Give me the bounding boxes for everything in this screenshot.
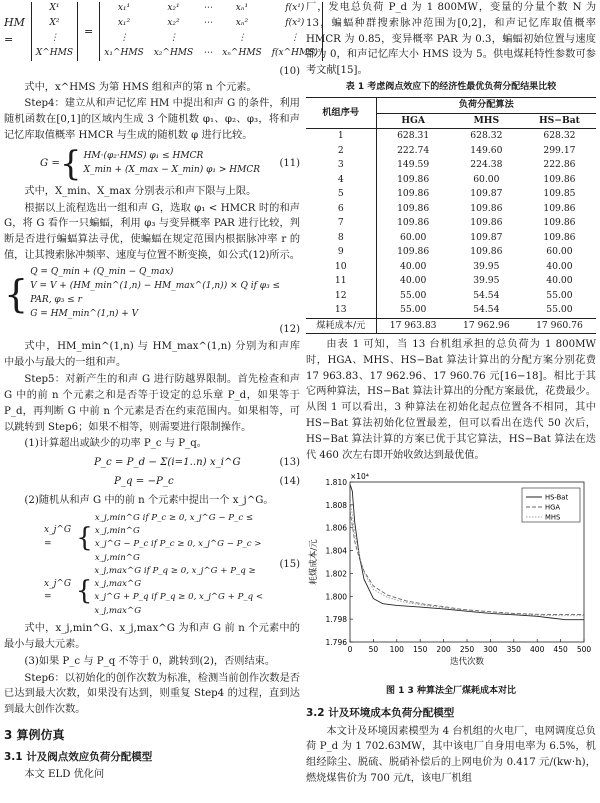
paragraph: 式中，X_min、X_max 分别表示和声下限与上限。 xyxy=(24,185,257,197)
table-cell: 149.60 xyxy=(470,144,503,156)
hm-vector-entry: ⋮ xyxy=(49,32,59,43)
y-tick-label: 1.810 xyxy=(325,477,347,487)
table-cell: 60.00 xyxy=(546,246,573,257)
table-cell: 8 xyxy=(306,231,376,246)
table-row xyxy=(306,202,596,217)
table-cell: 40.00 xyxy=(400,275,427,286)
y-tick-label: 1.800 xyxy=(325,591,347,601)
table-total-cell: 17 960.76 xyxy=(536,319,583,331)
x-tick-label: 100 xyxy=(389,644,404,654)
table-cell: 109.86 xyxy=(397,188,430,199)
table-cell: 60.00 xyxy=(473,173,500,185)
figure-caption: 图 1 3 种算法全厂煤耗成本对比 xyxy=(386,686,516,697)
x-tick-label: 350 xyxy=(506,644,521,654)
table-cell: 109.86 xyxy=(543,202,576,214)
x-tick-label: 250 xyxy=(459,644,475,654)
legend-label: HGA xyxy=(545,503,561,511)
table-row xyxy=(306,129,596,144)
table-row xyxy=(306,216,596,231)
paragraph: (1)计算超出或缺少的功率 P_c 与 P_q。 xyxy=(24,438,207,450)
table-cell: 109.86 xyxy=(543,217,576,228)
equation-11: G = { HM·(φ₂·HMS) φ₁ ≤ HMCR X_min + (X_max − X_min) φ₁ > HMCR (11) xyxy=(40,143,300,184)
table-row xyxy=(306,173,596,188)
table-cell: 222.74 xyxy=(397,144,430,156)
table-cell: 109.86 xyxy=(543,173,576,185)
table-header-cell: HS−Bat xyxy=(538,114,580,126)
equation-15: x_j^G = { x_j,min^G if P_c ≥ 0, x_j^G − P_c ≤ x_j,min^G x_j^G − P_c if P_c ≥ 0, x_j^G − P_c > x_j,min^G x_j^G = { x_j,max^G if P_q ≥ 0, x_j^G + P_q ≥ x_j,max^G x_j^G + P_q if P_q ≥ 0, x_j^G + P_q < x_j,max^G (15) xyxy=(44,512,300,616)
table-cell: 55.00 xyxy=(400,289,427,301)
table-cell: 5 xyxy=(306,187,376,202)
paragraph: (3)如果 P_c 与 P_q 不等于 0，跳转到(2)，否则结束。 xyxy=(24,655,276,667)
hm-matrix-cell: x₂² xyxy=(167,17,180,28)
eq-number-13: (13) xyxy=(279,457,300,469)
table-cell: 39.95 xyxy=(473,260,500,272)
table-row xyxy=(306,187,596,202)
table-row xyxy=(306,245,596,260)
hm-matrix: HM = X¹ X² ⋮ X^HMS = x₁¹ x₂¹ ⋯ xₙ¹ f(x¹) x₁² x₂² ⋯ xₙ² f(x²) ⋮ ⋮ ⋮ ⋮ x₁^HMS x₂^HMS ⋯ xₙ^HMS f(x^HMS) xyxy=(4,2,323,61)
y-tick-label: 1.806 xyxy=(325,523,347,533)
table-cell: 39.95 xyxy=(473,275,500,286)
table-cell: 40.00 xyxy=(546,275,573,286)
x-tick-label: 500 xyxy=(576,644,592,654)
table-cell: 55.00 xyxy=(546,304,573,315)
table-row xyxy=(306,260,596,275)
paragraph: 式中，x^HMS 为第 HMS 组和声的第 n 个元素。 xyxy=(24,81,257,93)
hm-matrix-cell xyxy=(203,32,212,46)
eq-number-14: (14) xyxy=(279,476,300,488)
table-cell: 11 xyxy=(306,274,376,289)
eq-number-11: (11) xyxy=(279,158,300,170)
table-cell: 1 xyxy=(306,129,376,144)
x-tick-label: 400 xyxy=(530,644,545,654)
table-total-label: 煤耗成本/元 xyxy=(306,318,376,334)
legend-label: HS-Bat xyxy=(545,493,569,501)
hm-matrix-cell: ⋮ xyxy=(168,32,178,43)
table-cell: 628.32 xyxy=(470,130,503,141)
table-cell: 628.32 xyxy=(543,130,576,141)
table-row xyxy=(306,289,596,304)
eq-number-10: (10) xyxy=(279,65,300,77)
x-tick-label: 200 xyxy=(436,644,451,654)
hm-matrix-cell: xₙ^HMS xyxy=(222,47,262,58)
hm-matrix-cell: x₂^HMS xyxy=(153,47,194,58)
x-tick-label: 0 xyxy=(347,644,353,654)
equation-14: P_q = −P_c (14) xyxy=(4,474,300,490)
table-cell: 2 xyxy=(306,144,376,159)
table-row xyxy=(306,274,596,289)
hm-matrix-cell: ⋯ xyxy=(203,47,213,58)
table-cell: 109.87 xyxy=(470,188,503,199)
subsection-heading: 3.1 计及阀点效应负荷分配模型 xyxy=(4,750,153,763)
hm-matrix-cell: xₙ² xyxy=(235,17,249,28)
table-cell: 222.86 xyxy=(543,159,576,170)
table-cell: 109.86 xyxy=(470,217,503,228)
table-cell: 54.54 xyxy=(473,289,500,301)
table-cell: 10 xyxy=(306,260,376,275)
y-tick-label: 1.796 xyxy=(325,637,347,647)
hm-element-matrix xyxy=(99,2,323,61)
paragraph: 式中，x_j,min^G、x_j,max^G 为和声 G 前 n 个元素中的最小与最大元素。 xyxy=(4,623,300,650)
table-cell: 40.00 xyxy=(546,260,573,272)
subsection-heading: 3.2 计及环境成本负荷分配模型 xyxy=(306,707,455,720)
series-line-hga xyxy=(350,510,584,614)
hm-matrix-cell: ⋮ xyxy=(237,32,247,43)
paragraph: 本文计及环境因素模型为 4 台机组的火电厂，电网调度总负荷 P_d 为 1 702.63MW，其中该电厂自身用电率为 6.5%，机组经除尘、脱硫、脱硝补偿后的上网电价为 0.417 元/(kw·h)，燃烧煤售价为 700 元/t，该电厂机组 xyxy=(306,725,596,784)
table-row xyxy=(306,158,596,173)
paragraph: 由表 1 可知，当 13 台机组承担的总负荷为 1 800MW 时，HGA、MHS、HS−Bat 算法计算出的分配方案分别花费 17 963.83、17 962.96、17 960.76 元[16−18]。相比于其它两种算法，HS−Bat 算法计算出的分配方案最优，花费最少。从图 1 可以看出，3 种算法在初始化起点位置各不相同，其中 HS−Bat 算法初始化位置最差，但可以看出在迭代 50 次后，HS−Bat 算法计算的方案已优于其它算法，HS−Bat 算法在迭代 460 次左右即开始收敛达到最优值。 xyxy=(306,339,596,461)
hm-matrix-cell: f(x¹) xyxy=(285,3,305,13)
y-tick-label: 1.798 xyxy=(325,614,347,624)
equation-12: { Q = Q_min + (Q_min − Q_max) V = V + (HM_min^(1,n) − HM_max^(1,n)) × Q if φ₃ ≤ PAR, φ₃ ≤ r G = HM_min^(1,n) + V (12) xyxy=(4,266,300,335)
table-cell: 55.00 xyxy=(546,289,573,301)
table-cell: 7 xyxy=(306,216,376,231)
table-cell: 60.00 xyxy=(400,231,427,243)
table-row xyxy=(306,144,596,159)
eq-number-12: (12) xyxy=(279,323,300,335)
y-multiplier: ×10⁴ xyxy=(350,471,369,481)
table-cell: 6 xyxy=(306,202,376,217)
legend-label: MHS xyxy=(545,513,561,521)
paragraph: (2)随机从和声 G 中的前 n 个元素中提出一个 x_j^G。 xyxy=(24,494,274,506)
y-tick-label: 1.802 xyxy=(325,568,347,578)
table-cell: 224.38 xyxy=(470,159,503,170)
table-cell: 109.86 xyxy=(470,246,503,257)
table-cell: 299.17 xyxy=(543,144,576,156)
right-column xyxy=(306,0,596,788)
x-axis-label: 迭代次数 xyxy=(449,656,485,667)
table-cell: 40.00 xyxy=(400,260,427,272)
table-total-cell: 17 962.96 xyxy=(462,319,510,331)
table-cell: 3 xyxy=(306,158,376,173)
table-cell: 54.54 xyxy=(473,304,500,315)
table-caption: 表 1 考虑阀点效应下的经济性最优负荷分配结果比较 xyxy=(345,82,557,93)
table-cell: 12 xyxy=(306,289,376,304)
table-cell: 109.87 xyxy=(470,231,503,243)
table-header-cell: HGA xyxy=(401,114,425,126)
equation-10 xyxy=(4,2,318,61)
hm-vector-entry: X² xyxy=(49,17,60,28)
table-cell: 149.59 xyxy=(397,159,430,170)
y-tick-label: 1.808 xyxy=(325,500,347,510)
table-cell: 109.85 xyxy=(543,188,576,199)
x-tick-label: 450 xyxy=(553,644,568,654)
cost-chart xyxy=(306,468,596,700)
paragraph: 厂，发电总负荷 P_d 为 1 800MW，变量的分量个数 N 为 13，蝙蝠种群搜索脉冲范围为[0,2]，和声记忆库取值概率 HMCR 为 0.85，变异概率 PAR 为 0.3，蝙蝠初始位置与速度都为 0，和声记忆库大小 HMS 设为 5。供电煤耗特性参数可参考文献[15]。 xyxy=(306,2,596,77)
table-group-header: 负荷分配算法 xyxy=(376,98,596,114)
hm-vector-entry: X¹ xyxy=(49,3,60,13)
y-axis-label: 耗煤成本/元 xyxy=(309,538,319,585)
paragraph: Step5：对新产生的和声 G 进行防越界限制。首先检查和声 G 中的前 n 个元素之和是否等于设定的总乐章 P_d，如果等于 P_d，再判断 G 中前 n 个元素是否在约束范围内。如果相等，可以跳转到 Step6；如果不相等，则需要进行限制操作。 xyxy=(4,374,300,433)
table-cell: 628.31 xyxy=(397,130,430,141)
hm-matrix-cell: f(x²) xyxy=(285,17,305,28)
y-tick-label: 1.804 xyxy=(325,546,347,556)
chart-svg xyxy=(306,468,596,678)
x-tick-label: 50 xyxy=(368,644,379,654)
hm-matrix-cell: ⋯ xyxy=(203,3,213,13)
table-cell: 55.00 xyxy=(400,304,427,315)
table-row xyxy=(306,303,596,318)
table-cell: 109.86 xyxy=(397,173,430,185)
hm-vector-entry: X^HMS xyxy=(35,47,74,58)
table-header-cell: MHS xyxy=(473,114,500,126)
hm-matrix-cell: ⋮ xyxy=(119,32,129,43)
equation-13: P_c = P_d − Σ(i=1..n) x_i^G (13) xyxy=(4,455,300,471)
table-col-unit: 机组序号 xyxy=(306,98,376,129)
hm-matrix-cell: x₁¹ xyxy=(117,3,131,13)
hm-matrix-cell: ⋯ xyxy=(203,17,213,28)
x-tick-label: 300 xyxy=(483,644,498,654)
paragraph: 式中，HM_min^(1,n) 与 HM_max^(1,n) 分别为和声库中最小与最大的一组和声。 xyxy=(4,341,300,369)
paragraph: 根据以上流程选出一组和声 G，选取 φ₁ < HMCR 时的和声 G，将 G 看作一只蝙蝠，利用 φ₃ 与变异概率 PAR 进行比较，判断是否进行蝙蝠算法寻优，使蝙蝠在规定范围内根据脉冲率 r 的值，让其搜索脉冲频率、速度与位置不断变换，如公式(12)所示。 xyxy=(4,202,300,262)
paragraph: 本文 ELD 优化问 xyxy=(24,768,105,780)
table-cell: 109.86 xyxy=(397,202,430,214)
table-cell: 109.86 xyxy=(543,231,576,243)
section-heading: 3 算例仿真 xyxy=(4,727,65,742)
hm-matrix-cell: x₁^HMS xyxy=(104,47,144,58)
paragraph: Step4：建立从和声记忆库 HM 中提出和声 G 的条件，利用随机函数在[0,1]的区域内生成 3 个随机数 φ₁、φ₂、φ₃，将和声记忆库取值概率 HMCR 与生成的随机数 φ 进行比较。 xyxy=(4,98,300,141)
table-cell: 109.86 xyxy=(397,217,430,228)
hm-matrix-cell: ⋮ xyxy=(290,32,300,43)
table-cell: 13 xyxy=(306,303,376,318)
results-table xyxy=(306,97,596,334)
hm-matrix-cell: xₙ¹ xyxy=(235,3,249,13)
hm-matrix-cell: x₁² xyxy=(117,17,131,28)
table-cell: 4 xyxy=(306,173,376,188)
table-cell: 109.86 xyxy=(397,246,430,257)
hm-matrix-cell: f(x^HMS) xyxy=(271,47,318,58)
paragraph: Step6：以初始化的创作次数为标准，检测当前创作次数是否已达到最大次数，如果没有达到，则重复 Step4 的过程，直到达到最大创作次数。 xyxy=(4,672,300,716)
hm-matrix-cell: x₂¹ xyxy=(167,3,180,13)
x-tick-label: 150 xyxy=(413,644,428,654)
eq-number-15: (15) xyxy=(279,559,300,571)
table-total-cell: 17 963.83 xyxy=(389,319,437,331)
hm-vector xyxy=(31,2,78,61)
table-row xyxy=(306,231,596,246)
table-cell: 109.86 xyxy=(470,202,503,214)
table-cell: 9 xyxy=(306,245,376,260)
